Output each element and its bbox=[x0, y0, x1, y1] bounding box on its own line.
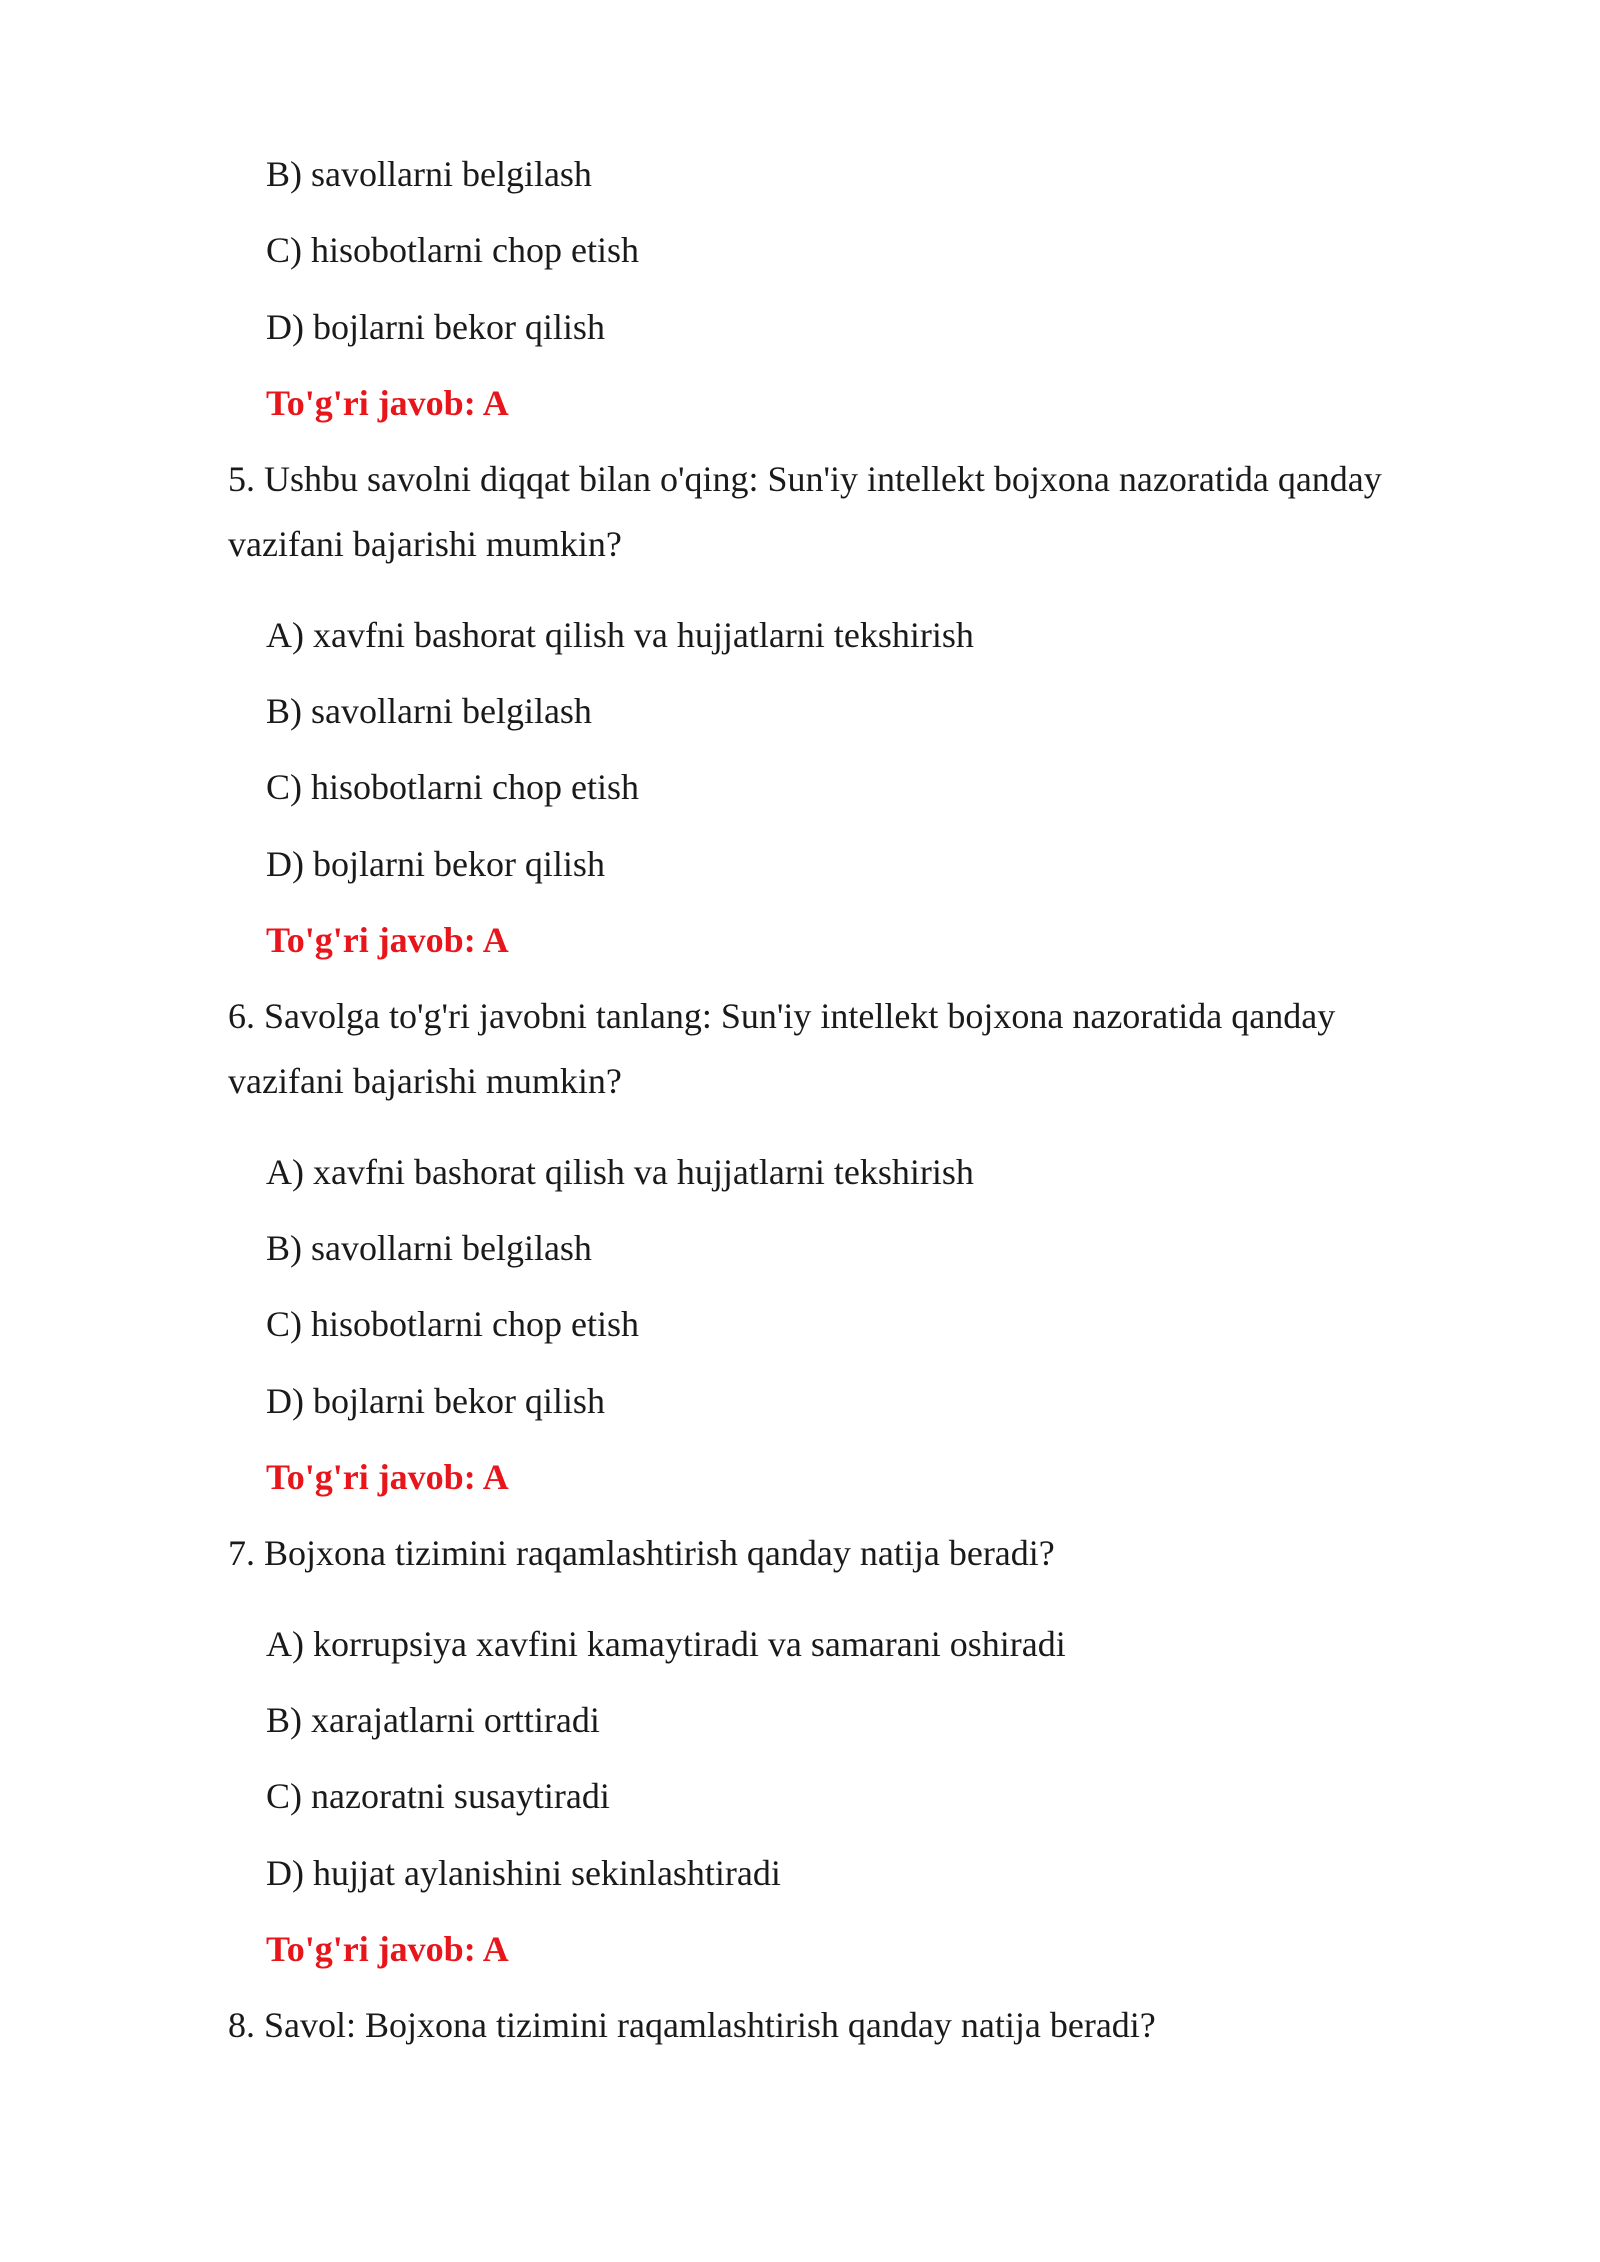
option-d: D) bojlarni bekor qilish bbox=[266, 1381, 605, 1421]
correct-answer: To'g'ri javob: A bbox=[266, 1457, 509, 1497]
option-c: C) hisobotlarni chop etish bbox=[266, 1304, 639, 1344]
option-c: C) nazoratni susaytiradi bbox=[266, 1776, 610, 1816]
option-b: B) savollarni belgilash bbox=[266, 1228, 592, 1268]
correct-answer: To'g'ri javob: A bbox=[266, 920, 509, 960]
option-d: D) bojlarni bekor qilish bbox=[266, 307, 605, 347]
question-text-continued: vazifani bajarishi mumkin? bbox=[228, 524, 622, 564]
option-a: A) xavfni bashorat qilish va hujjatlarni tekshirish bbox=[266, 1152, 974, 1192]
option-c: C) hisobotlarni chop etish bbox=[266, 230, 639, 270]
correct-answer: To'g'ri javob: A bbox=[266, 383, 509, 423]
question-text-continued: vazifani bajarishi mumkin? bbox=[228, 1061, 622, 1101]
option-c: C) hisobotlarni chop etish bbox=[266, 767, 639, 807]
option-b: B) xarajatlarni orttiradi bbox=[266, 1700, 600, 1740]
option-a: A) korrupsiya xavfini kamaytiradi va samarani oshiradi bbox=[266, 1624, 1066, 1664]
question-text: 5. Ushbu savolni diqqat bilan o'qing: Sun'iy intellekt bojxona nazoratida qanday bbox=[228, 459, 1382, 499]
option-b: B) savollarni belgilash bbox=[266, 691, 592, 731]
option-b: B) savollarni belgilash bbox=[266, 154, 592, 194]
option-d: D) bojlarni bekor qilish bbox=[266, 844, 605, 884]
question-text: 7. Bojxona tizimini raqamlashtirish qanday natija beradi? bbox=[228, 1533, 1055, 1573]
option-d: D) hujjat aylanishini sekinlashtiradi bbox=[266, 1853, 781, 1893]
option-a: A) xavfni bashorat qilish va hujjatlarni tekshirish bbox=[266, 615, 974, 655]
question-text: 8. Savol: Bojxona tizimini raqamlashtirish qanday natija beradi? bbox=[228, 2005, 1156, 2045]
question-text: 6. Savolga to'g'ri javobni tanlang: Sun'iy intellekt bojxona nazoratida qanday bbox=[228, 996, 1336, 1036]
correct-answer: To'g'ri javob: A bbox=[266, 1929, 509, 1969]
